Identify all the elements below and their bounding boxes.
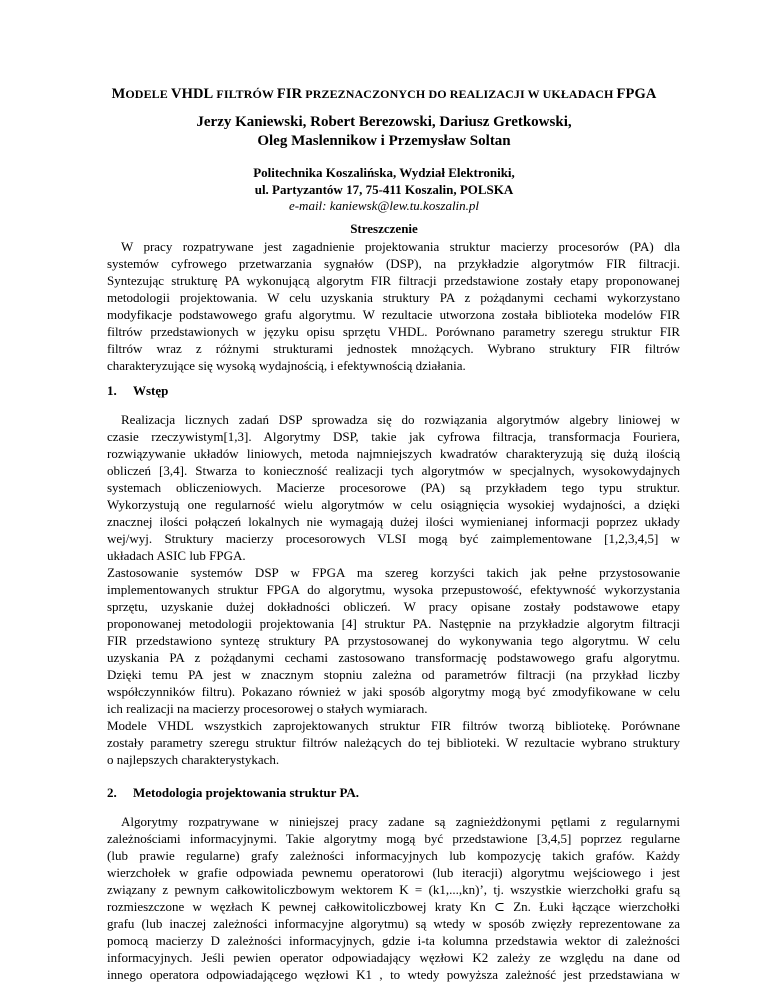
text-line: metodologii projektowania. W celu uzyskania struktury PA z pożądanymi cechami wykorzystano [107, 290, 680, 305]
section-2-text [107, 813, 680, 983]
section-number: 1. [107, 383, 117, 398]
section-title: Metodologia projektowania struktur PA. [133, 785, 360, 800]
text-line: Wykorzystują one regularność wielu algorytmów w celu osiągnięcia wysokiej wydajności, a dzięki [107, 497, 680, 512]
author-line: Jerzy Kaniewski, Robert Berezowski, Dariusz Gretkowski, [196, 114, 572, 130]
text-line: sprzętu, uzyskanie dużej dokładności obliczeń. W pracy opisane zostały podstawowe etapy [107, 599, 680, 614]
text-line: ich realizacji na macierzy procesorowej o stałych wymiarach. [107, 701, 428, 716]
text-line: znacznej ilości połączeń lokalnych nie wymagają dużej ilości wymienianej informacji poprzez układy [107, 514, 680, 529]
text-line: informacyjnych. Jeśli pewien operator odpowiadający węzłowi K2 zależy ze względu na dane od [107, 950, 680, 965]
text-line: charakteryzujące się wysoką wydajnością, i efektywnością działania. [107, 358, 466, 373]
text-line: innego operatora odpowiadającego węzłowi K1 , to wtedy powyższa zależność jest przedstawiana w [107, 967, 680, 982]
text-line: Zastosowanie systemów DSP w FPGA ma szereg korzyści takich jak pełne przystosowanie [107, 565, 680, 580]
text-line: modyfikacje podstawowego grafu algorytmu. W rezultacie utworzona została biblioteka modelów FIR [107, 307, 680, 322]
text-line: Algorytmy rozpatrywane w niniejszej pracy zadane są zagnieżdżonymi pętlami z regularnymi [121, 814, 680, 829]
text-line: wierzchołek w grafie odpowiada pewnemu operatorowi (lub iteracji) algorytmu wejściowego i jest [107, 865, 680, 880]
abstract-text [107, 238, 680, 374]
section-2-heading [107, 785, 359, 801]
text-line: czasie rzeczywistym[1,3]. Algorytmy DSP, takie jak cyfrowa filtracja, transformacja Fouriera, [107, 429, 680, 444]
text-line: rozmieszczone w węzłach K pewnej całkowitoliczbowej kraty Kn ⊂ Zn. Łuki łączące wierzchołki [107, 899, 680, 914]
text-line: Dzięki temu PA jest w znacznym stopniu zależna od parametrów filtracji (na przykład liczby [107, 667, 680, 682]
section-number: 2. [107, 785, 117, 800]
text-line: pomocą macierzy D zależności informacyjnych, gdzie i-ta kolumna przedstawia wektor di zależności [107, 933, 680, 948]
text-line: filtrów przedstawionych w języku opisu sprzętu VHDL. Porównano parametry szeregu struktur FIR [107, 324, 680, 339]
section-1-text [107, 411, 680, 768]
text-line: rozwiązywanie układów liniowych, metoda najmniejszych kwadratów charakteryzują się dużą ilością [107, 446, 680, 461]
text-line: zależnościami informacyjnymi. Takie algorytmy mogą być przedstawione [3,4,5] poprzez regularne [107, 831, 680, 846]
affiliation-line: ul. Partyzantów 17, 75-411 Koszalin, POLSKA [254, 181, 514, 197]
text-line: obliczeń [3,4]. Stwarza to konieczność realizacji tych algorytmów w specjalnych, wysokowydajnych [107, 463, 680, 478]
text-line: układach ASIC lub FPGA. [107, 548, 246, 563]
text-line: Syntezując strukturę PA wykonującą algorytm FIR filtracji przedstawione zostały etapy proponowanej [107, 273, 680, 288]
text-line: związany z pewnym całkowitoliczbowym wektorem K = (k1,...,kn)’, tj. wszystkie wierzchołki grafu są [107, 882, 680, 897]
text-line: implementowanych struktur FPGA do algorytmu, wysoka przepustowość, efektywność wykorzystania [107, 582, 680, 597]
affiliation [0, 165, 768, 215]
text-line: systemów cyfrowego przetwarzania sygnałów (DSP), na przykładzie algorytmów FIR filtracji. [107, 256, 680, 271]
text-line: Modele VHDL wszystkich zaprojektowanych struktur FIR filtrów tworzą bibliotekę. Porównane [107, 718, 680, 733]
author-line: Oleg Maslennikow i Przemysław Soltan [257, 133, 511, 149]
text-line: o najlepszych charakterystykach. [107, 752, 280, 767]
abstract-heading: Streszczenie [350, 221, 418, 236]
text-line: systemach obliczeniowych. Macierze procesorowe (PA) są przykładem tego typu struktur. [107, 480, 680, 495]
text-line: W pracy rozpatrywane jest zagadnienie projektowania struktur macierzy procesorów (PA) dla [121, 239, 680, 254]
section-1-heading [107, 383, 168, 399]
text-line: Realizacja licznych zadań DSP sprowadza się do rozwiązania algorytmów algebry liniowej w [121, 412, 680, 427]
text-line: grafu (lub inaczej zależności informacyjne algorytmu) są wtedy w sposób zwięzły reprezentowane za [107, 916, 680, 931]
email-address: e-mail: kaniewsk@lew.tu.koszalin.pl [288, 198, 480, 213]
text-line: proponowanej metodologii projektowania [4] struktur PA. Następnie na przykładzie algorytm filtracji [107, 616, 680, 631]
affiliation-line: Politechnika Koszalińska, Wydział Elektroniki, [253, 165, 515, 180]
text-line: wej/wyj. Struktury macierzy procesorowych VLSI mogą być zaimplementowane [1,2,3,4,5] w [107, 531, 680, 546]
section-title: Wstęp [133, 383, 169, 398]
paper-title: MODELE VHDL FILTRÓW FIR PRZEZNACZONYCH DO REALIZACJI W UKŁADACH FPGA [111, 86, 657, 102]
text-line: (lub prawie regularne) grafy zależności informacyjnych lub kompozycję takich grafów. Każdy [107, 848, 680, 863]
text-line: FIR przedstawiono syntezę struktury PA przystosowanej do wykonywania tego algorytmu. W celu [107, 633, 680, 648]
text-line: filtrów wraz z różnymi strukturami jednostek mnożących. Wybrano struktury FIR filtrów [107, 341, 680, 356]
text-line: uzyskania PA z pożądanymi cechami zastosowano transformację podstawowego grafu algorytmu. [107, 650, 680, 665]
author-list [0, 113, 768, 151]
text-line: zostały parametry szeregu struktur filtrów należących do tej biblioteki. W rezultacie wybrano struktury [107, 735, 680, 750]
text-line: współczynników filtru). Pokazano również w jaki sposób algorytmy mogą być zmodyfikowane w celu [107, 684, 680, 699]
